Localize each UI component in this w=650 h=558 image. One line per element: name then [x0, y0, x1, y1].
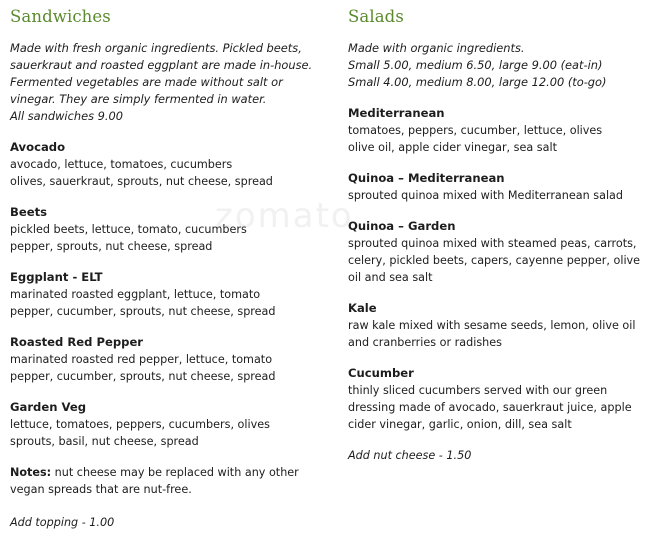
menu-item-name: Kale [348, 301, 377, 315]
notes-label: Notes: [10, 466, 52, 479]
salads-section [348, 6, 644, 464]
sandwiches-intro [10, 40, 330, 125]
description-line: tomatoes, peppers, cucumber, lettuce, olives [348, 124, 603, 137]
menu-item-name: Quinoa – Mediterranean [348, 171, 505, 185]
salads-intro [348, 40, 644, 91]
intro-line: Small 5.00, medium 6.50, large 9.00 (eat-in) [348, 58, 603, 72]
add-nut-cheese-price: Add nut cheese - 1.50 [348, 449, 472, 462]
menu-item [348, 365, 644, 433]
intro-line: Fermented vegetables are made without salt or [10, 75, 283, 89]
description-line: pepper, cucumber, sprouts, nut cheese, spread [10, 305, 276, 318]
description-line: marinated roasted red pepper, lettuce, tomato [10, 353, 273, 366]
menu-item-name: Quinoa – Garden [348, 219, 456, 233]
description-line: sprouted quinoa mixed with steamed peas, carrots, [348, 237, 637, 250]
description-line: olives, sauerkraut, sprouts, nut cheese, spread [10, 175, 273, 188]
watermark: zomato [215, 196, 354, 236]
description-line: lettuce, tomatoes, peppers, cucumbers, olives [10, 418, 270, 431]
sandwiches-section [10, 6, 330, 531]
description-line: celery, pickled beets, capers, cayenne pepper, olive [348, 254, 641, 267]
description-line: raw kale mixed with sesame seeds, lemon, olive oil [348, 319, 636, 332]
description-line: dressing made of avocado, sauerkraut juice, apple [348, 401, 632, 414]
notes-text: nut cheese may be replaced with any other [51, 466, 299, 479]
salads-title: Salads [348, 7, 404, 26]
description-line: pickled beets, lettuce, tomato, cucumbers [10, 223, 247, 236]
menu-item-description [10, 156, 330, 190]
notes-line [10, 464, 330, 481]
menu-item-name: Avocado [10, 140, 66, 154]
menu-item [10, 139, 330, 190]
notes [10, 464, 330, 498]
menu-item-description [348, 235, 644, 286]
menu-item [10, 269, 330, 320]
menu-item-description [348, 122, 644, 156]
menu-item-name: Eggplant - ELT [10, 270, 103, 284]
intro-line: Small 4.00, medium 8.00, large 12.00 (to-go) [348, 75, 607, 89]
menu-item [10, 399, 330, 450]
menu-item [348, 170, 644, 204]
menu-item-name: Garden Veg [10, 400, 87, 414]
menu-item-name: Beets [10, 205, 48, 219]
description-line: olive oil, apple cider vinegar, sea salt [348, 141, 557, 154]
description-line: pepper, cucumber, sprouts, nut cheese, spread [10, 370, 276, 383]
menu-item-name: Roasted Red Pepper [10, 335, 144, 349]
intro-line: All sandwiches 9.00 [10, 109, 123, 123]
menu-item-name: Mediterranean [348, 106, 445, 120]
menu-item [348, 300, 644, 351]
description-line: sprouts, basil, nut cheese, spread [10, 435, 199, 448]
notes-line: vegan spreads that are nut-free. [10, 483, 192, 496]
description-line: avocado, lettuce, tomatoes, cucumbers [10, 158, 233, 171]
description-line: thinly sliced cucumbers served with our green [348, 384, 608, 397]
menu-item-description [348, 317, 644, 351]
description-line: cider vinegar, garlic, onion, dill, sea salt [348, 418, 572, 431]
menu-item [10, 204, 330, 255]
description-line: oil and sea salt [348, 271, 433, 284]
sandwiches-title: Sandwiches [10, 7, 111, 26]
intro-line: sauerkraut and roasted eggplant are made in-house. [10, 58, 313, 72]
menu-item-description [348, 187, 644, 204]
menu-item-description [348, 382, 644, 433]
menu-item [348, 105, 644, 156]
menu-item-description [10, 286, 330, 320]
menu-item-description [10, 351, 330, 385]
intro-line: Made with fresh organic ingredients. Pickled beets, [10, 41, 302, 55]
description-line: and cranberries or radishes [348, 336, 502, 349]
description-line: sprouted quinoa mixed with Mediterranean salad [348, 189, 624, 202]
intro-line: vinegar. They are simply fermented in water. [10, 92, 267, 106]
menu-item [348, 218, 644, 286]
description-line: marinated roasted eggplant, lettuce, tomato [10, 288, 261, 301]
add-topping-price: Add topping - 1.00 [10, 516, 115, 529]
menu-item [10, 334, 330, 385]
menu-item-description [10, 416, 330, 450]
menu-item-description [10, 221, 330, 255]
intro-line: Made with organic ingredients. [348, 41, 525, 55]
menu-item-name: Cucumber [348, 366, 414, 380]
description-line: pepper, sprouts, nut cheese, spread [10, 240, 213, 253]
